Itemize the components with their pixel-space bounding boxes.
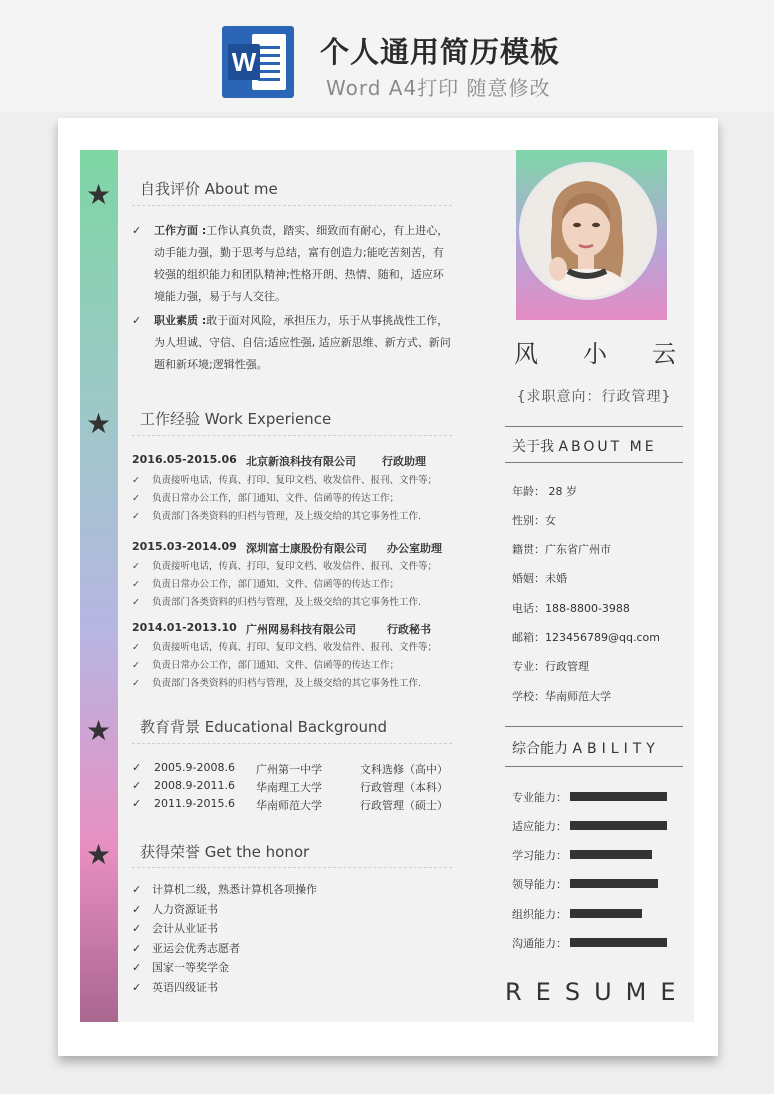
ability-label: 组织能力： [512,908,567,921]
about-item: ✓ 职业素质 :敢于面对风险，承担压力，乐于从事挑战性工作，为人坦诚、守信、自信;适应性强, 适应新思维、新方式、新问题和新环境;逻辑性强。 [132,310,454,376]
ability-bar [570,850,652,859]
section-title-about: 自我评价 About me [140,180,278,198]
info-major: 专业：行政管理 [512,660,589,673]
job-role: 办公室助理 [387,542,442,555]
check-icon: ✓ [132,761,142,774]
divider [132,743,452,744]
divider [505,766,683,767]
honor-item: ✓ 亚运会优秀志愿者 [132,942,240,955]
check-icon: ✓ [132,579,140,590]
star-icon: ★ [86,714,112,747]
about-me-heading: 关于我 ABOUT ME [512,439,657,455]
check-icon: ✓ [132,961,142,974]
section-title-honors: 获得荣誉 Get the honor [140,843,310,861]
ability-label: 专业能力： [512,791,567,804]
ability-label: 学习能力： [512,849,567,862]
job-company: 北京新浪科技有限公司 [246,455,356,468]
word-icon-letter: W [228,44,260,80]
job-date: 2016.05-2015.06 [132,453,237,466]
banner-title: 个人通用简历模板 [320,35,561,69]
edu-major: 文科选修（高中） [360,763,448,776]
ability-bar [570,821,667,830]
banner-subtitle: Word A4打印 随意修改 [326,76,551,100]
divider [132,435,452,436]
star-icon: ★ [86,407,112,440]
divider [505,462,683,463]
ability-bar [570,938,667,947]
info-phone: 电话：188-8800-3988 [512,602,630,615]
edu-major: 行政管理（本科） [360,781,448,794]
section-title-work: 工作经验 Work Experience [140,410,332,428]
divider [132,867,452,868]
edu-school: 华南理工大学 [256,781,322,794]
divider [132,205,452,206]
check-icon: ✓ [132,224,142,237]
job-duty: ✓ 负责接听电话，传真、打印、复印文档、收发信件、报刊、文件等； [132,642,438,653]
word-icon [222,26,294,98]
section-title-education: 教育背景 Educational Background [140,718,388,736]
resume-footer: RESUME [505,978,690,1006]
job-duty: ✓ 负责日常办公工作，部门通知、文件、信函等的传达工作； [132,579,400,590]
banner [0,0,774,112]
ability-label: 适应能力： [512,820,567,833]
check-icon: ✓ [132,678,140,689]
job-duty: ✓ 负责部门各类资料的归档与管理，及上级交给的其它事务性工作. [132,678,422,689]
job-date: 2015.03-2014.09 [132,540,237,553]
job-role: 行政秘书 [387,623,431,636]
honor-item: ✓ 国家一等奖学金 [132,961,229,974]
candidate-name: 风 小 云 [514,340,676,368]
edu-period: 2011.9-2015.6 [154,797,235,810]
check-icon: ✓ [132,779,142,792]
edu-school: 华南师范大学 [256,799,322,812]
edu-period: 2008.9-2011.6 [154,779,235,792]
edu-major: 行政管理（硕士） [360,799,448,812]
job-duty: ✓ 负责接听电话，传真、打印、复印文档、收发信件、报刊、文件等； [132,475,438,486]
star-icon: ★ [86,178,112,211]
info-email: 邮箱：123456789@qq.com [512,631,660,644]
job-duty: ✓ 负责部门各类资料的归档与管理，及上级交给的其它事务性工作. [132,511,422,522]
check-icon: ✓ [132,561,140,572]
check-icon: ✓ [132,314,142,327]
honor-item: ✓ 计算机二级，熟悉计算机各项操作 [132,883,317,896]
star-icon: ★ [86,838,112,871]
info-school: 学校：华南师范大学 [512,690,611,703]
honor-item: ✓ 人力资源证书 [132,903,218,916]
job-date: 2014.01-2013.10 [132,621,237,634]
job-intent: {求职意向：行政管理} [516,389,672,405]
edu-school: 广州第一中学 [256,763,322,776]
ability-heading: 综合能力 ABILITY [512,741,660,757]
portrait-illustration [522,165,654,297]
check-icon: ✓ [132,642,140,653]
check-icon: ✓ [132,511,140,522]
job-role: 行政助理 [382,455,426,468]
check-icon: ✓ [132,903,142,916]
gradient-sidebar [80,150,118,1022]
divider [505,726,683,727]
check-icon: ✓ [132,797,142,810]
honor-item: ✓ 会计从业证书 [132,922,218,935]
info-age: 年龄： 28 岁 [512,485,577,498]
check-icon: ✓ [132,475,140,486]
check-icon: ✓ [132,493,140,504]
edu-period: 2005.9-2008.6 [154,761,235,774]
ability-bar [570,909,642,918]
portrait-photo [519,162,657,300]
check-icon: ✓ [132,942,142,955]
job-duty: ✓ 负责日常办公工作，部门通知、文件、信函等的传达工作； [132,493,400,504]
job-duty: ✓ 负责接听电话，传真、打印、复印文档、收发信件、报刊、文件等； [132,561,438,572]
ability-bar [570,879,658,888]
ability-label: 领导能力： [512,878,567,891]
check-icon: ✓ [132,981,142,994]
honor-item: ✓ 英语四级证书 [132,981,218,994]
job-duty: ✓ 负责部门各类资料的归档与管理，及上级交给的其它事务性工作. [132,597,422,608]
info-hometown: 籍贯：广东省广州市 [512,543,611,556]
job-company: 广州网易科技有限公司 [246,623,356,636]
job-duty: ✓ 负责日常办公工作，部门通知、文件、信函等的传达工作； [132,660,400,671]
ability-bar [570,792,667,801]
ability-label: 沟通能力： [512,937,567,950]
divider [505,426,683,427]
info-marital: 婚姻：未婚 [512,572,567,585]
about-item: ✓ 工作方面 :工作认真负责，踏实、细致而有耐心，有上进心，动手能力强，勤于思考与总结，富有创造力;能吃苦刻苦，有较强的组织能力和团队精神;性格开朗、热情、随和，适应环境能力强，易于与人交往。 [132,220,454,308]
check-icon: ✓ [132,597,140,608]
check-icon: ✓ [132,922,142,935]
job-company: 深圳富士康股份有限公司 [246,542,367,555]
info-gender: 性别：女 [512,514,556,527]
check-icon: ✓ [132,660,140,671]
check-icon: ✓ [132,883,142,896]
